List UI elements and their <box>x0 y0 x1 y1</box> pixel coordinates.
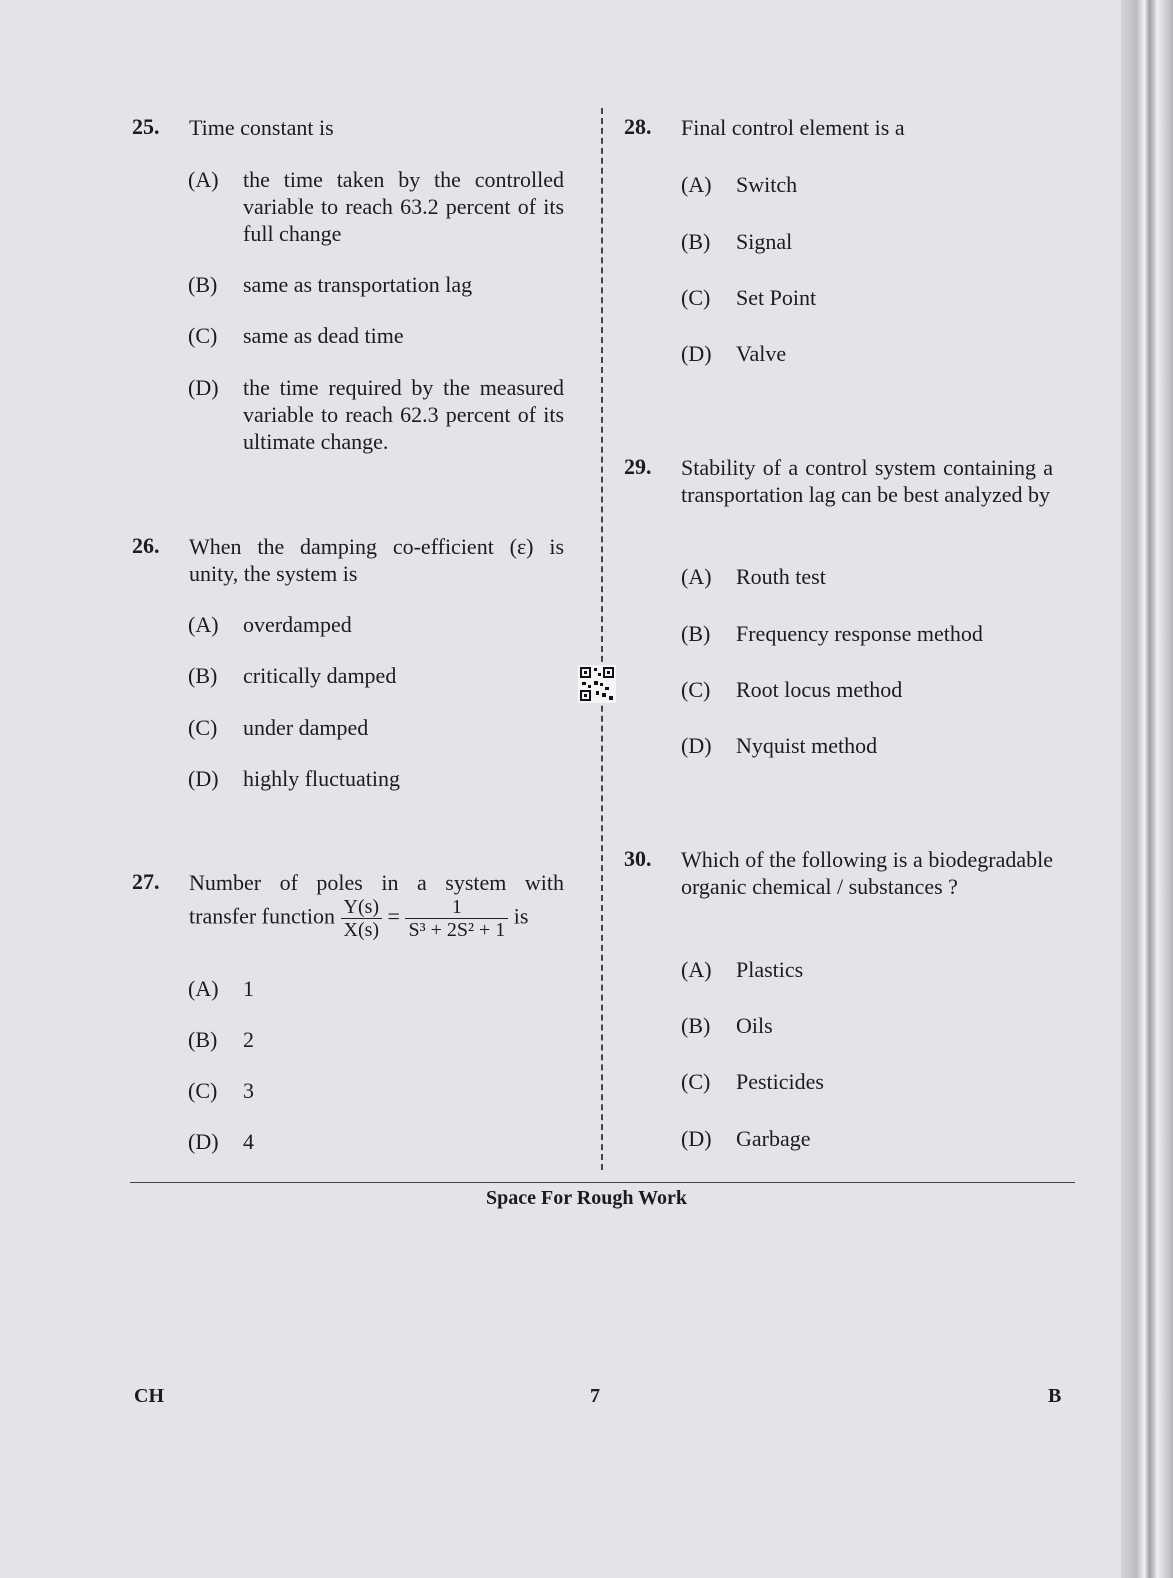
option-text: overdamped <box>243 612 352 637</box>
option-label: (B) <box>681 621 711 646</box>
option-text: 2 <box>243 1027 254 1052</box>
option-text: the time taken by the controlled variable to reach 63.2 percent of its full change <box>243 167 564 246</box>
question-27-number: 27. <box>132 869 160 894</box>
option-label: (B) <box>188 272 218 297</box>
option-text: critically damped <box>243 663 397 688</box>
option-text: Frequency response method <box>736 621 983 646</box>
option-text: 3 <box>243 1078 254 1103</box>
fraction-rhs <box>405 896 508 941</box>
option-label: (C) <box>681 285 711 310</box>
option-text: the time required by the measured variable to reach 62.3 percent of its ultimate change. <box>243 375 564 454</box>
option-label: (A) <box>681 957 712 982</box>
option-label: (A) <box>188 976 219 1001</box>
option-label: (C) <box>188 323 218 348</box>
option-label: (D) <box>681 1126 712 1151</box>
option-text: Plastics <box>736 957 804 982</box>
transfer-function-prefix: transfer function <box>189 903 335 929</box>
option-text: Garbage <box>736 1126 811 1151</box>
option-text: 1 <box>243 976 254 1001</box>
option-text: 4 <box>243 1129 254 1154</box>
question-28-number: 28. <box>624 114 652 139</box>
transfer-function-suffix: is <box>513 903 529 929</box>
option-label: (C) <box>188 1078 218 1103</box>
question-29-number: 29. <box>624 454 652 479</box>
fraction-lhs-denominator: X(s) <box>343 919 380 941</box>
option-label: (B) <box>681 1013 711 1038</box>
option-text: Oils <box>736 1013 773 1038</box>
question-25-text: Time constant is <box>189 115 334 140</box>
option-text: Pesticides <box>736 1069 824 1094</box>
rough-work-heading: Space For Rough Work <box>486 1187 687 1209</box>
option-text: Routh test <box>736 564 826 589</box>
option-label: (D) <box>188 1129 219 1154</box>
option-text: Set Point <box>736 285 817 310</box>
option-text: Switch <box>736 172 798 197</box>
option-text: highly fluctuating <box>243 766 401 791</box>
option-label: (A) <box>681 172 712 197</box>
question-25-number: 25. <box>132 114 160 139</box>
option-text: Root locus method <box>736 677 903 702</box>
option-label: (B) <box>188 1027 218 1052</box>
option-text: same as transportation lag <box>243 272 473 297</box>
option-text: Signal <box>736 229 793 254</box>
subject-code: CH <box>134 1385 164 1407</box>
option-text: Valve <box>736 341 787 366</box>
page-binding-edge <box>1121 0 1173 1578</box>
option-label: (A) <box>188 612 219 637</box>
footer-divider <box>130 1182 1075 1183</box>
question-30-number: 30. <box>624 846 652 871</box>
option-label: (D) <box>681 341 712 366</box>
option-label: (B) <box>681 229 711 254</box>
question-26-number: 26. <box>132 533 160 558</box>
option-label: (D) <box>188 766 219 791</box>
question-27-transfer-function <box>189 896 569 941</box>
option-label: (D) <box>188 375 219 400</box>
question-26-text: When the damping co-efficient (ε) is unity, the system is <box>189 534 564 586</box>
option-label: (B) <box>188 663 218 688</box>
option-label: (A) <box>681 564 712 589</box>
option-label: (D) <box>681 733 712 758</box>
option-label: (C) <box>681 1069 711 1094</box>
option-label: (A) <box>188 167 219 192</box>
option-text: Nyquist method <box>736 733 878 758</box>
fraction-lhs <box>341 896 383 941</box>
option-label: (C) <box>681 677 711 702</box>
question-30-text: Which of the following is a biodegradable organic chemical / substances ? <box>681 847 1053 899</box>
option-label: (C) <box>188 715 218 740</box>
option-text: same as dead time <box>243 323 404 348</box>
fraction-rhs-numerator: 1 <box>405 896 508 919</box>
question-29-text: Stability of a control system containing a transportation lag can be best analyzed by <box>681 455 1053 507</box>
column-divider <box>601 108 603 1170</box>
qr-code-icon <box>578 665 616 703</box>
question-28-text: Final control element is a <box>681 115 905 140</box>
page-number: 7 <box>590 1385 600 1407</box>
fraction-lhs-numerator: Y(s) <box>341 896 383 919</box>
equals-sign: = <box>387 903 400 929</box>
question-27-text: Number of poles in a system with <box>189 870 564 895</box>
fraction-rhs-denominator: S³ + 2S² + 1 <box>408 919 506 941</box>
set-code: B <box>1048 1385 1062 1407</box>
option-text: under damped <box>243 715 369 740</box>
